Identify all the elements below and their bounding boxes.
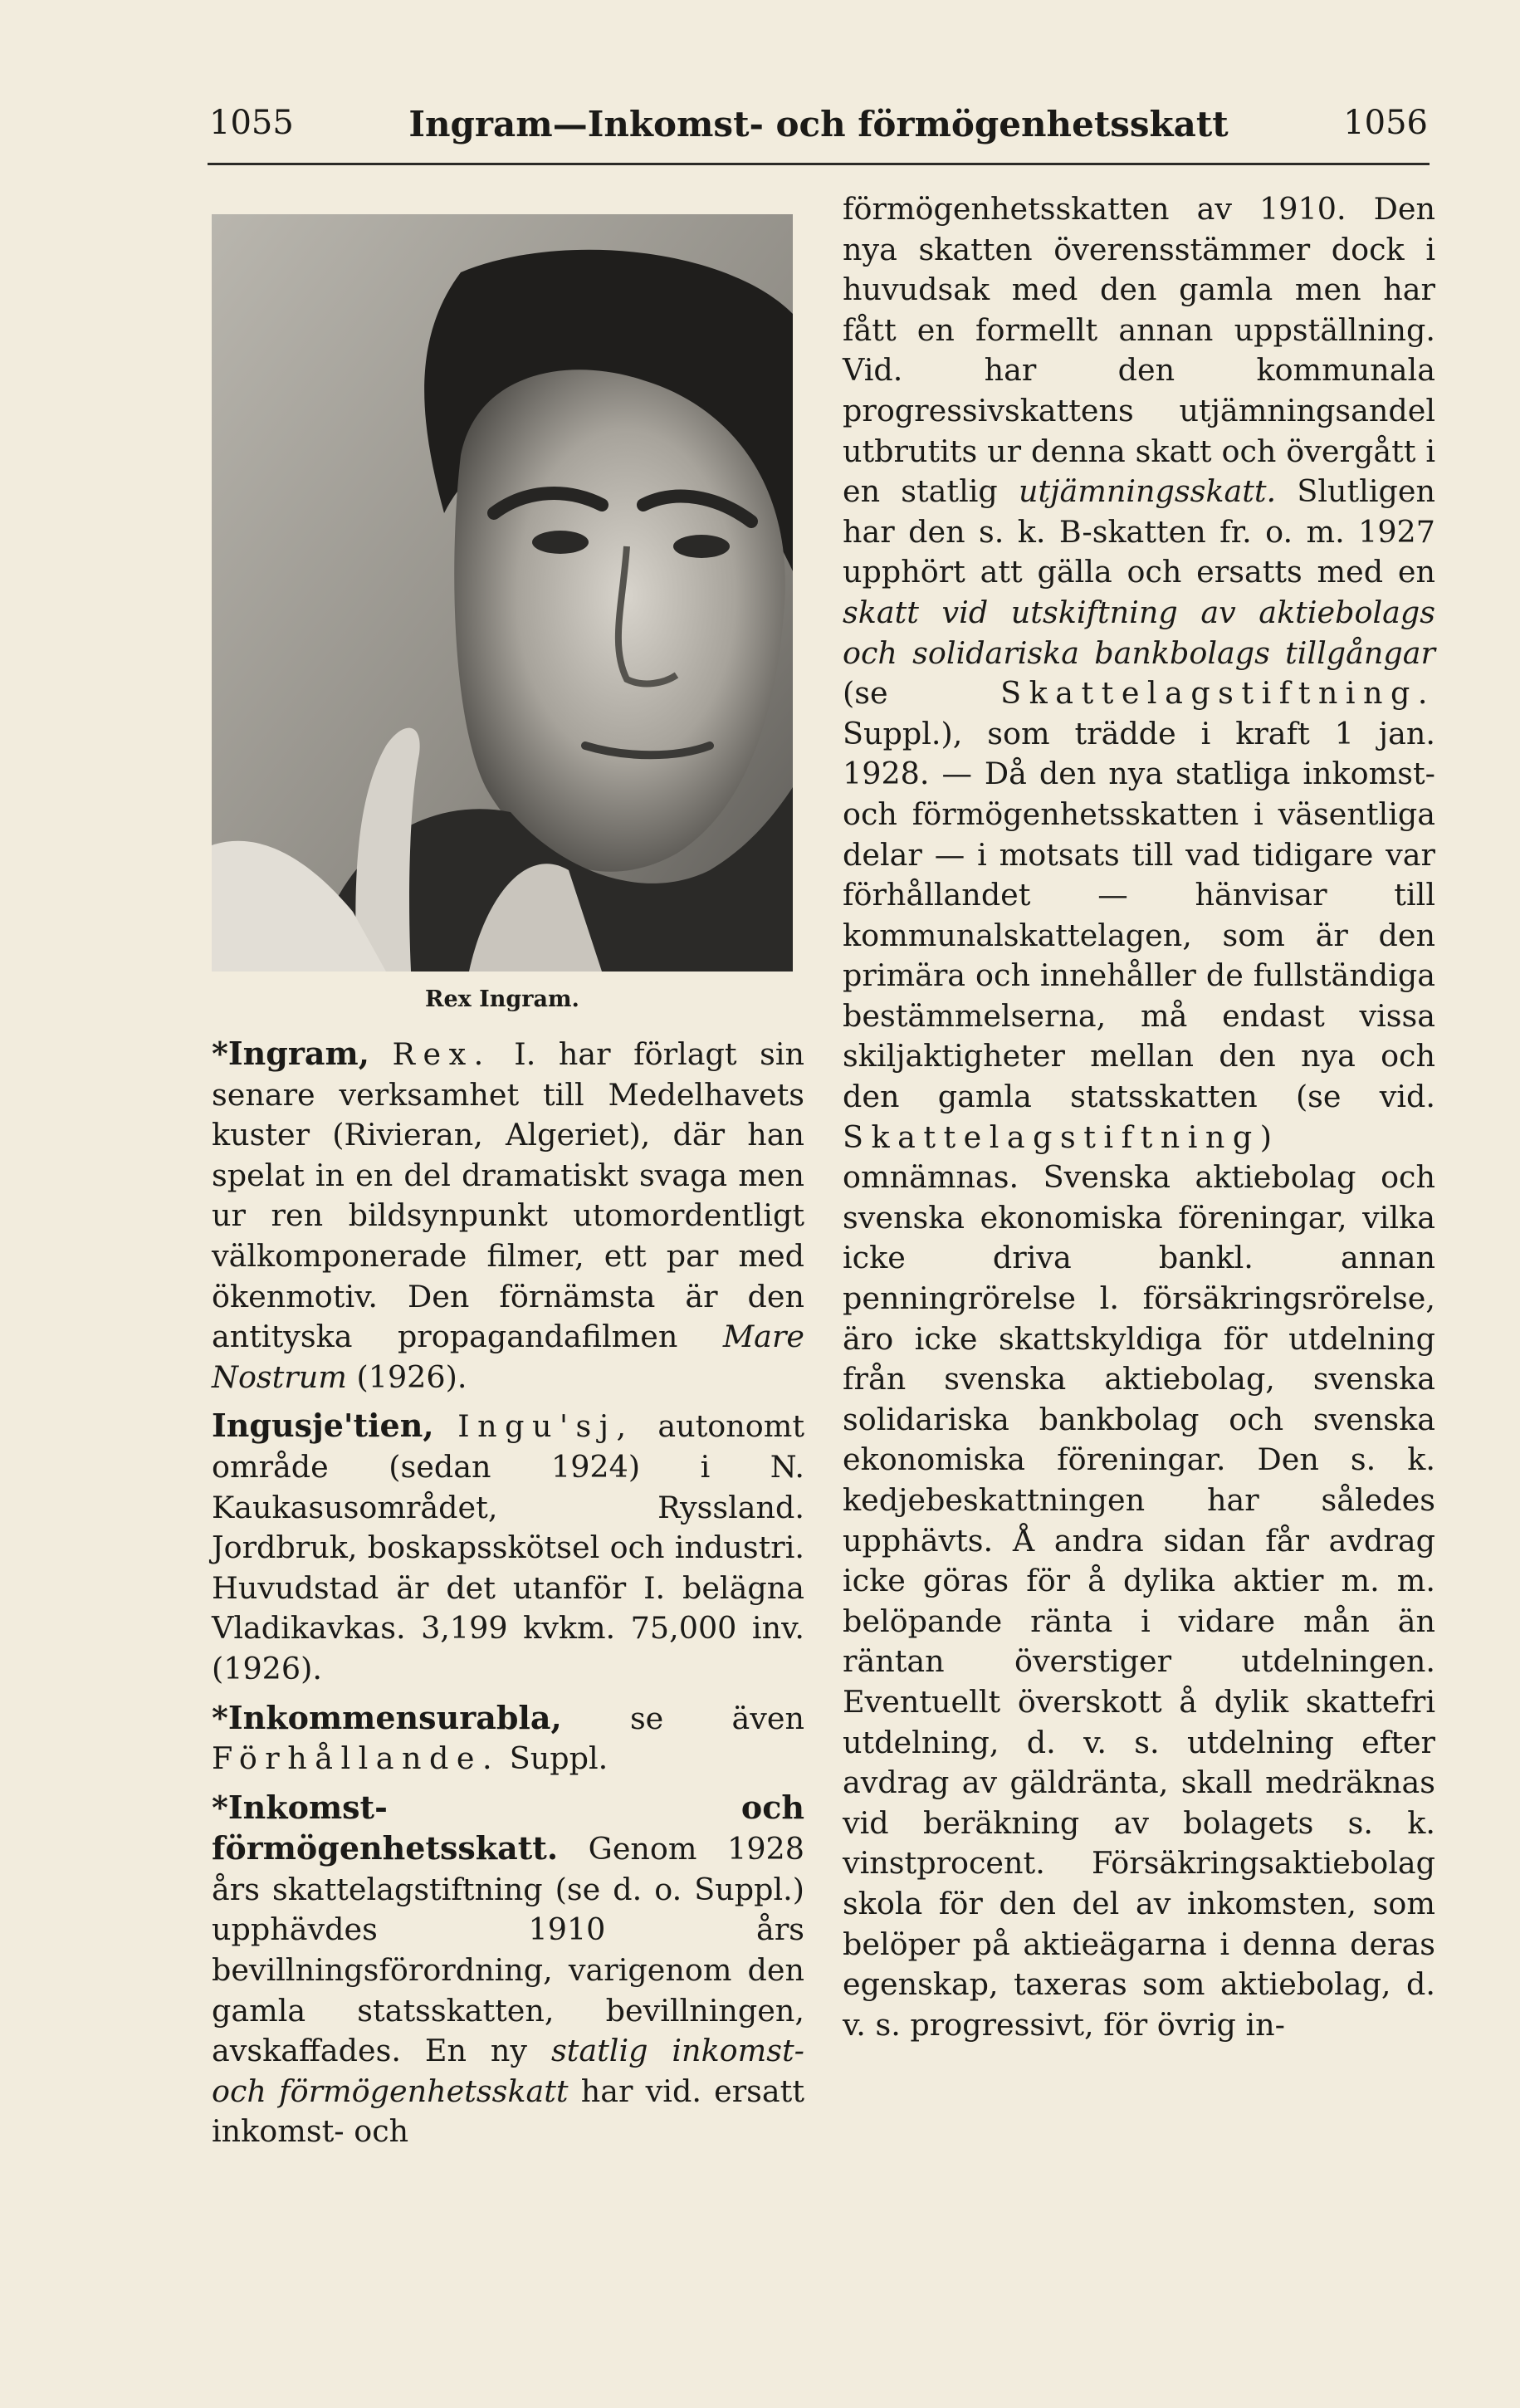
header-rule	[208, 163, 1430, 165]
page-number-left: 1055	[209, 104, 294, 142]
cross-reference: Skattelagstiftning)	[843, 1118, 1280, 1155]
entry-text: Suppl.	[509, 1740, 608, 1777]
entry-text: Genom 1928 års skattelagstiftning (se d. o. Suppl.) upphävdes 1910 års bevillningsförordning, varigenom den gamla statsskatten, bevillningen, avskaffades. En ny	[212, 1831, 804, 2069]
entry-inkomst-skatt	[212, 1788, 804, 2152]
header-title: Ingram—Inkomst- och förmögenhetsskatt	[408, 104, 1229, 144]
entry-text: se även	[629, 1700, 804, 1736]
portrait-photo	[212, 214, 793, 972]
entry-inkommensurabla	[212, 1698, 804, 1779]
spaced-name: Rex.	[392, 1036, 491, 1072]
headword: Ingusje'tien,	[212, 1407, 434, 1445]
entry-text: förmögenhetsskatten av 1910. Den nya skatten överensstämmer dock i huvudsak med den gamla men har fått en formellt annan uppställning. Vid. har den kommunala progressivskattens utjämningsandel utbrutits ur denna skatt och övergått i en statlig	[843, 191, 1435, 510]
running-header	[209, 104, 1428, 154]
spaced-name: Ingu'sj,	[457, 1408, 634, 1445]
headword: *Ingram,	[212, 1035, 369, 1072]
headword: *Inkommensurabla,	[212, 1698, 562, 1736]
italic-term: statlig inkomst- och förmögenhetsskatt	[212, 2033, 805, 2109]
cross-reference: Skattelagstiftning.	[1000, 675, 1435, 712]
entry-text: har vid. ersatt inkomst- och	[212, 2073, 804, 2150]
film-title: Mare Nostrum	[212, 1319, 804, 1395]
entry-text: Suppl.), som trädde i kraft 1 jan. 1928. — Då den nya statliga inkomst- och förmögenhetsskatten i väsentliga delar — i motsats till vad tidigare var förhållandet — hänvisar till kommunalskattelagen, som är den primära och innehåller de fullständiga bestämmelserna, må endast vissa skiljaktigheter mellan den nya och den gamla statsskatten (se vid.	[843, 715, 1435, 1115]
italic-term: skatt vid utskiftning av aktiebolags och solidariska bankbolags tillgångar	[843, 594, 1435, 671]
headword: *Inkomst- och förmögenhetsskatt.	[212, 1788, 804, 1867]
entry-text: I. har förlagt sin senare verksamhet till Medelhavets kuster (Rivieran, Algeriet), där han spelat in en del dramatiskt svaga men ur ren bildsynpunkt utomordentligt välkomponerade filmer, ett par med ökenmotiv. Den förnämsta är den antityska propagandafilmen	[212, 1036, 805, 1355]
entry-text: autonomt område (sedan 1924) i N. Kaukasusområdet, Ryssland. Jordbruk, boskapsskötsel och industri. Huvudstad är det utanför I. belägna Vladikavkas. 3,199 kvkm. 75,000 inv. (1926).	[212, 1408, 805, 1686]
entry-continuation	[843, 189, 1435, 2045]
portrait-illustration	[212, 214, 793, 972]
cross-reference: Förhållande.	[212, 1740, 501, 1777]
entry-ingusjetien	[212, 1406, 804, 1689]
entry-ingram	[212, 1034, 804, 1397]
entry-text: (se	[843, 675, 888, 712]
right-column	[843, 189, 1435, 2053]
entry-text: omnämnas. Svenska aktiebolag och svenska ekonomiska föreningar, vilka icke driva bankl. annan penningrörelse l. försäkringsrörelse, äro icke skattskyldiga för utdelning från svenska aktiebolag, svenska solidariska bankbolag och svenska ekonomiska föreningar. Den s. k. kedjebeskattningen har således upphävts. Å andra sidan får avdrag icke göras för å dylika aktier m. m. belöpande ränta i vidare mån än räntan överstiger utdelningen. Eventuellt överskott å dylik skattefri utdelning, d. v. s. utdelning efter avdrag av gäldränta, skall medräknas vid beräkning av bolagets s. k. vinstprocent. Försäkringsaktiebolag skola för den del av inkomsten, som belöper på aktieägarna i denna deras egenskap, taxeras som aktiebolag, d. v. s. progressivt, för övrig in-	[843, 1159, 1435, 2043]
page-number-right: 1056	[1343, 104, 1428, 142]
entry-text: Slutligen har den s. k. B-skatten fr. o. m. 1927 upphört att gälla och ersatts med en	[843, 473, 1435, 590]
photo-caption: Rex Ingram.	[425, 986, 579, 1012]
italic-term: utjämningsskatt.	[1018, 473, 1277, 510]
entry-text: (1926).	[356, 1358, 467, 1395]
left-column	[212, 1034, 804, 2161]
